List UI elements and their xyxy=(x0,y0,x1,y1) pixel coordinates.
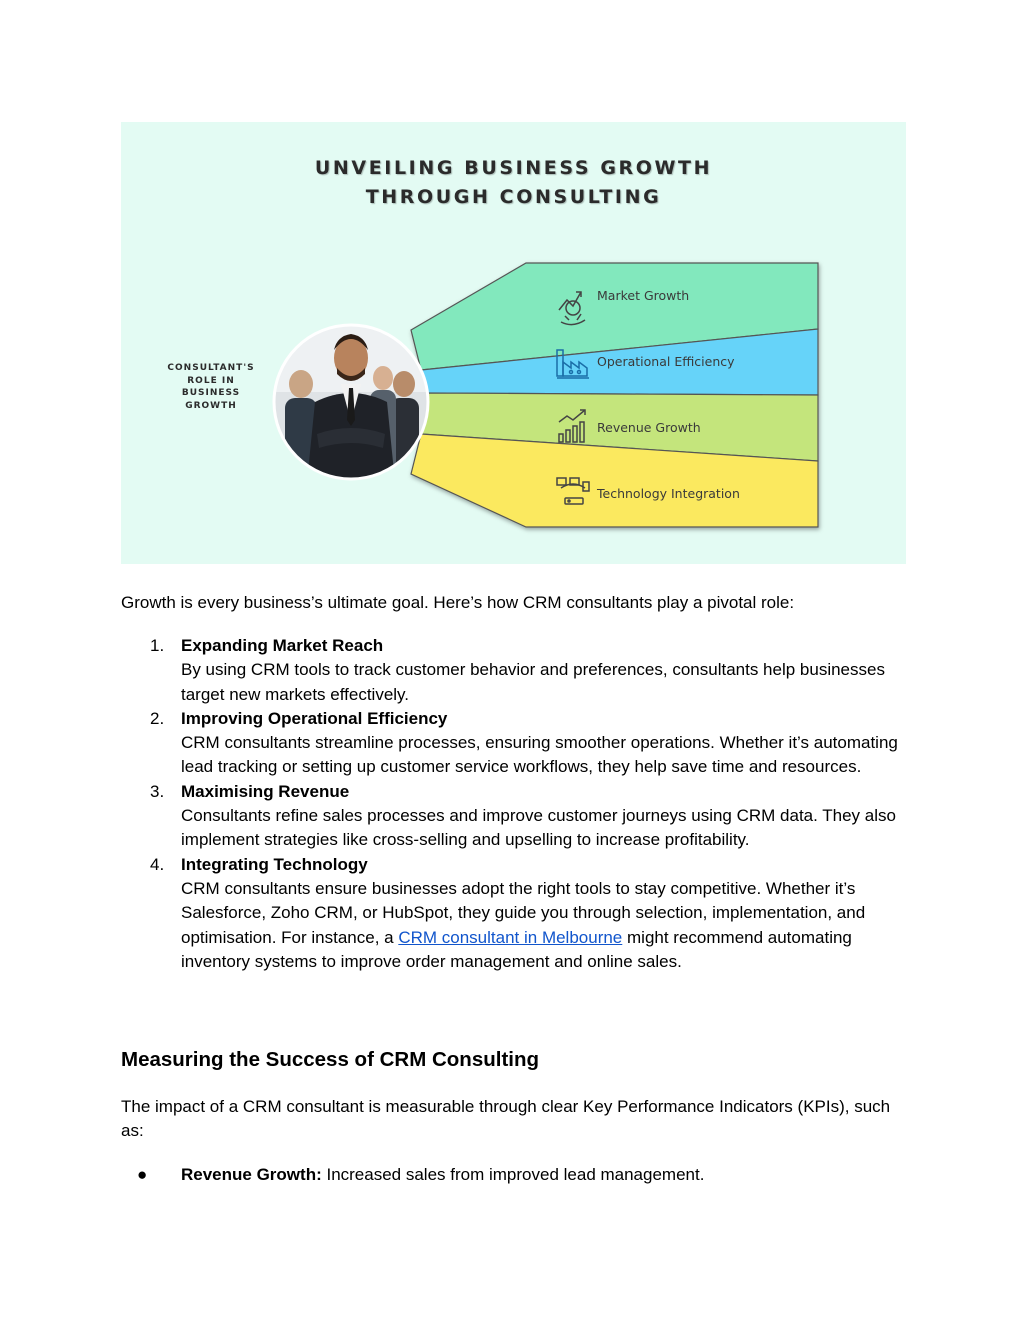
band-label-market-growth: Market Growth xyxy=(597,288,690,303)
band-label-technology-integration: Technology Integration xyxy=(597,486,740,501)
role-label-line: BUSINESS xyxy=(181,388,241,398)
list-item xyxy=(121,1163,901,1187)
role-label-line: CONSULTANT'S xyxy=(167,363,255,373)
infographic-image xyxy=(121,122,906,564)
list-item-title: Expanding Market Reach xyxy=(181,636,384,655)
crm-consultant-melbourne-link[interactable]: CRM consultant in Melbourne xyxy=(398,927,623,947)
list-number: 3. xyxy=(150,781,165,801)
list-number: 2. xyxy=(150,708,165,728)
kpi-title: Revenue Growth: xyxy=(181,1165,322,1184)
infographic-title-line: UNVEILING BUSINESS GROWTH xyxy=(314,157,713,179)
list-item xyxy=(121,853,901,974)
list-item-body-text: CRM consultants ensure businesses adopt the right tools to stay competitive. Whether it’s Salesforce, Zoho CRM, or HubSpot, they guide you through selection, implementation, and optimisation. For instance, a xyxy=(181,878,866,947)
list-item-body-text: might recommend automating inventory systems to improve order management and online sales. xyxy=(181,927,852,971)
band-label-revenue-growth: Revenue Growth xyxy=(597,420,701,435)
role-label-line: GROWTH xyxy=(185,400,237,411)
growth-steps-list xyxy=(121,634,901,974)
list-item xyxy=(121,707,901,780)
infographic-title-line: THROUGH CONSULTING xyxy=(365,186,662,208)
intro-paragraph: Growth is every business’s ultimate goal. Here’s how CRM consultants play a pivotal role: xyxy=(121,593,795,612)
infographic-title xyxy=(121,154,906,212)
kpi-list xyxy=(121,1163,901,1187)
consultant-role-label xyxy=(156,362,266,412)
list-item-body xyxy=(181,877,901,974)
kpi-body: Increased sales from improved lead management. xyxy=(321,1165,705,1184)
list-item-body: CRM consultants streamline processes, ensuring smoother operations. Whether it’s automating lead tracking or setting up customer service workflows, they help save time and resources. xyxy=(181,733,898,777)
list-item-body: Consultants refine sales processes and improve customer journeys using CRM data. They also implement strategies like cross-selling and upselling to increase profitability. xyxy=(181,806,896,850)
list-item xyxy=(121,634,901,707)
list-item-body: By using CRM tools to track customer behavior and preferences, consultants help businesses target new markets effectively. xyxy=(181,660,885,704)
list-item-title: Maximising Revenue xyxy=(181,781,350,801)
role-label-line: ROLE IN xyxy=(187,375,235,386)
list-item-title: Improving Operational Efficiency xyxy=(181,708,448,728)
band-label-operational-efficiency: Operational Efficiency xyxy=(597,354,735,369)
list-item xyxy=(121,780,901,853)
bullet-icon: ● xyxy=(137,1165,148,1184)
kpi-intro-paragraph: The impact of a CRM consultant is measurable through clear Key Performance Indicators (KPIs), such as: xyxy=(121,1097,891,1141)
list-item-title: Integrating Technology xyxy=(181,854,368,874)
list-number: 4. xyxy=(150,854,165,874)
list-number: 1. xyxy=(150,636,165,655)
section-heading: Measuring the Success of CRM Consulting xyxy=(121,1048,540,1071)
consultant-portrait xyxy=(271,322,431,482)
